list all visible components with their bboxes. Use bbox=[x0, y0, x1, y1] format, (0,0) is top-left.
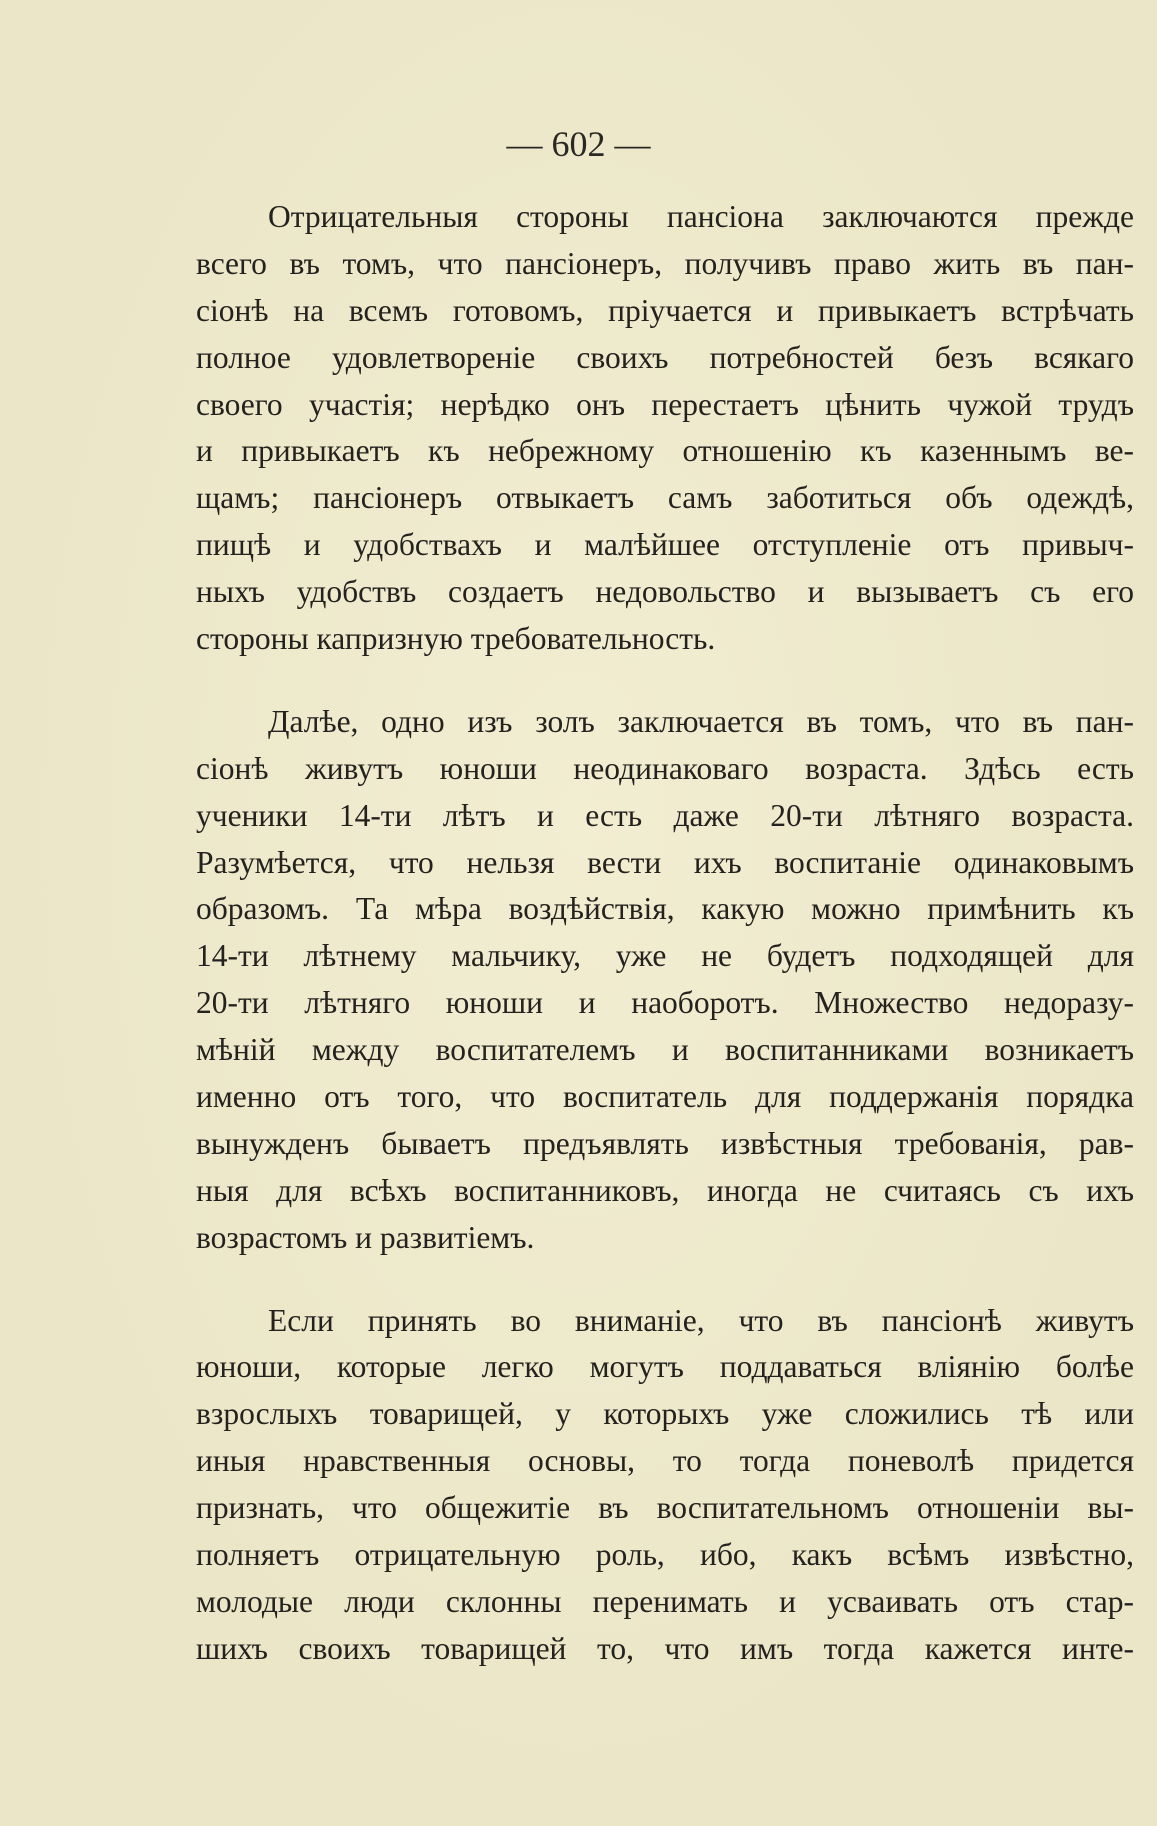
text-line: щамъ; пансіонеръ отвыкаетъ самъ заботиться объ одеждѣ, bbox=[196, 480, 1134, 516]
text-line: возрастомъ и развитіемъ. bbox=[196, 1219, 535, 1255]
paragraph-2 bbox=[196, 699, 1134, 1262]
text-line: полняетъ отрицательную роль, ибо, какъ всѣмъ извѣстно, bbox=[196, 1537, 1134, 1573]
text-line: молодые люди склонны перенимать и усваивать отъ стар- bbox=[196, 1583, 1134, 1619]
text-line: вынужденъ бываетъ предъявлять извѣстныя требованія, рав- bbox=[196, 1125, 1134, 1161]
text-line: шихъ своихъ товарищей то, что имъ тогда кажется инте- bbox=[196, 1630, 1134, 1666]
text-line: именно отъ того, что воспитатель для поддержанія порядка bbox=[196, 1079, 1134, 1115]
text-line: стороны капризную требовательность. bbox=[196, 621, 716, 657]
page-number: — 602 — bbox=[506, 124, 651, 164]
text-line: образомъ. Та мѣра воздѣйствія, какую можно примѣнить къ bbox=[196, 891, 1134, 927]
text-line: ныя для всѣхъ воспитанниковъ, иногда не считаясь съ ихъ bbox=[196, 1172, 1134, 1208]
paragraph-1 bbox=[196, 194, 1134, 663]
text-line: 20-ти лѣтняго юноши и наоборотъ. Множество недоразу- bbox=[196, 985, 1134, 1021]
text-line: Далѣе, одно изъ золъ заключается въ томъ, что въ пан- bbox=[268, 703, 1134, 739]
text-line: мѣній между воспитателемъ и воспитанниками возникаетъ bbox=[196, 1032, 1134, 1068]
text-line: Если принять во вниманіе, что въ пансіонѣ живутъ bbox=[268, 1302, 1134, 1338]
text-line: своего участія; нерѣдко онъ перестаетъ цѣнить чужой трудъ bbox=[196, 386, 1134, 422]
text-line: юноши, которые легко могутъ поддаваться вліянію болѣе bbox=[196, 1349, 1134, 1385]
text-line: сіонѣ на всемъ готовомъ, пріучается и привыкаетъ встрѣчать bbox=[196, 292, 1134, 328]
text-line: взрослыхъ товарищей, у которыхъ уже сложились тѣ или bbox=[196, 1396, 1134, 1432]
paragraph-3 bbox=[196, 1298, 1134, 1673]
text-line: признать, что общежитіе въ воспитательномъ отношеніи вы- bbox=[196, 1490, 1134, 1526]
text-line: полное удовлетвореніе своихъ потребностей безъ всякаго bbox=[196, 339, 1134, 375]
paragraph-gap bbox=[196, 1262, 1134, 1298]
text-line: всего въ томъ, что пансіонеръ, получивъ право жить въ пан- bbox=[196, 245, 1134, 281]
text-line: и привыкаетъ къ небрежному отношенію къ казеннымъ ве- bbox=[196, 433, 1134, 469]
text-line: 14-ти лѣтнему мальчику, уже не будетъ подходящей для bbox=[196, 938, 1134, 974]
paragraph-gap bbox=[196, 663, 1134, 699]
text-line: сіонѣ живутъ юноши неодинаковаго возраста. Здѣсь есть bbox=[196, 750, 1134, 786]
text-line: ученики 14-ти лѣтъ и есть даже 20-ти лѣтняго возраста. bbox=[196, 797, 1134, 833]
text-line: Разумѣется, что нельзя вести ихъ воспитаніе одинаковымъ bbox=[196, 844, 1134, 880]
text-line: Отрицательныя стороны пансіона заключаются прежде bbox=[268, 199, 1134, 234]
text-line: иныя нравственныя основы, то тогда поневолѣ придется bbox=[196, 1443, 1134, 1479]
body-text bbox=[196, 194, 1134, 1673]
text-line: ныхъ удобствъ создаетъ недовольство и вызываетъ съ его bbox=[196, 574, 1134, 610]
text-line: пищѣ и удобствахъ и малѣйшее отступленіе отъ привыч- bbox=[196, 527, 1134, 563]
